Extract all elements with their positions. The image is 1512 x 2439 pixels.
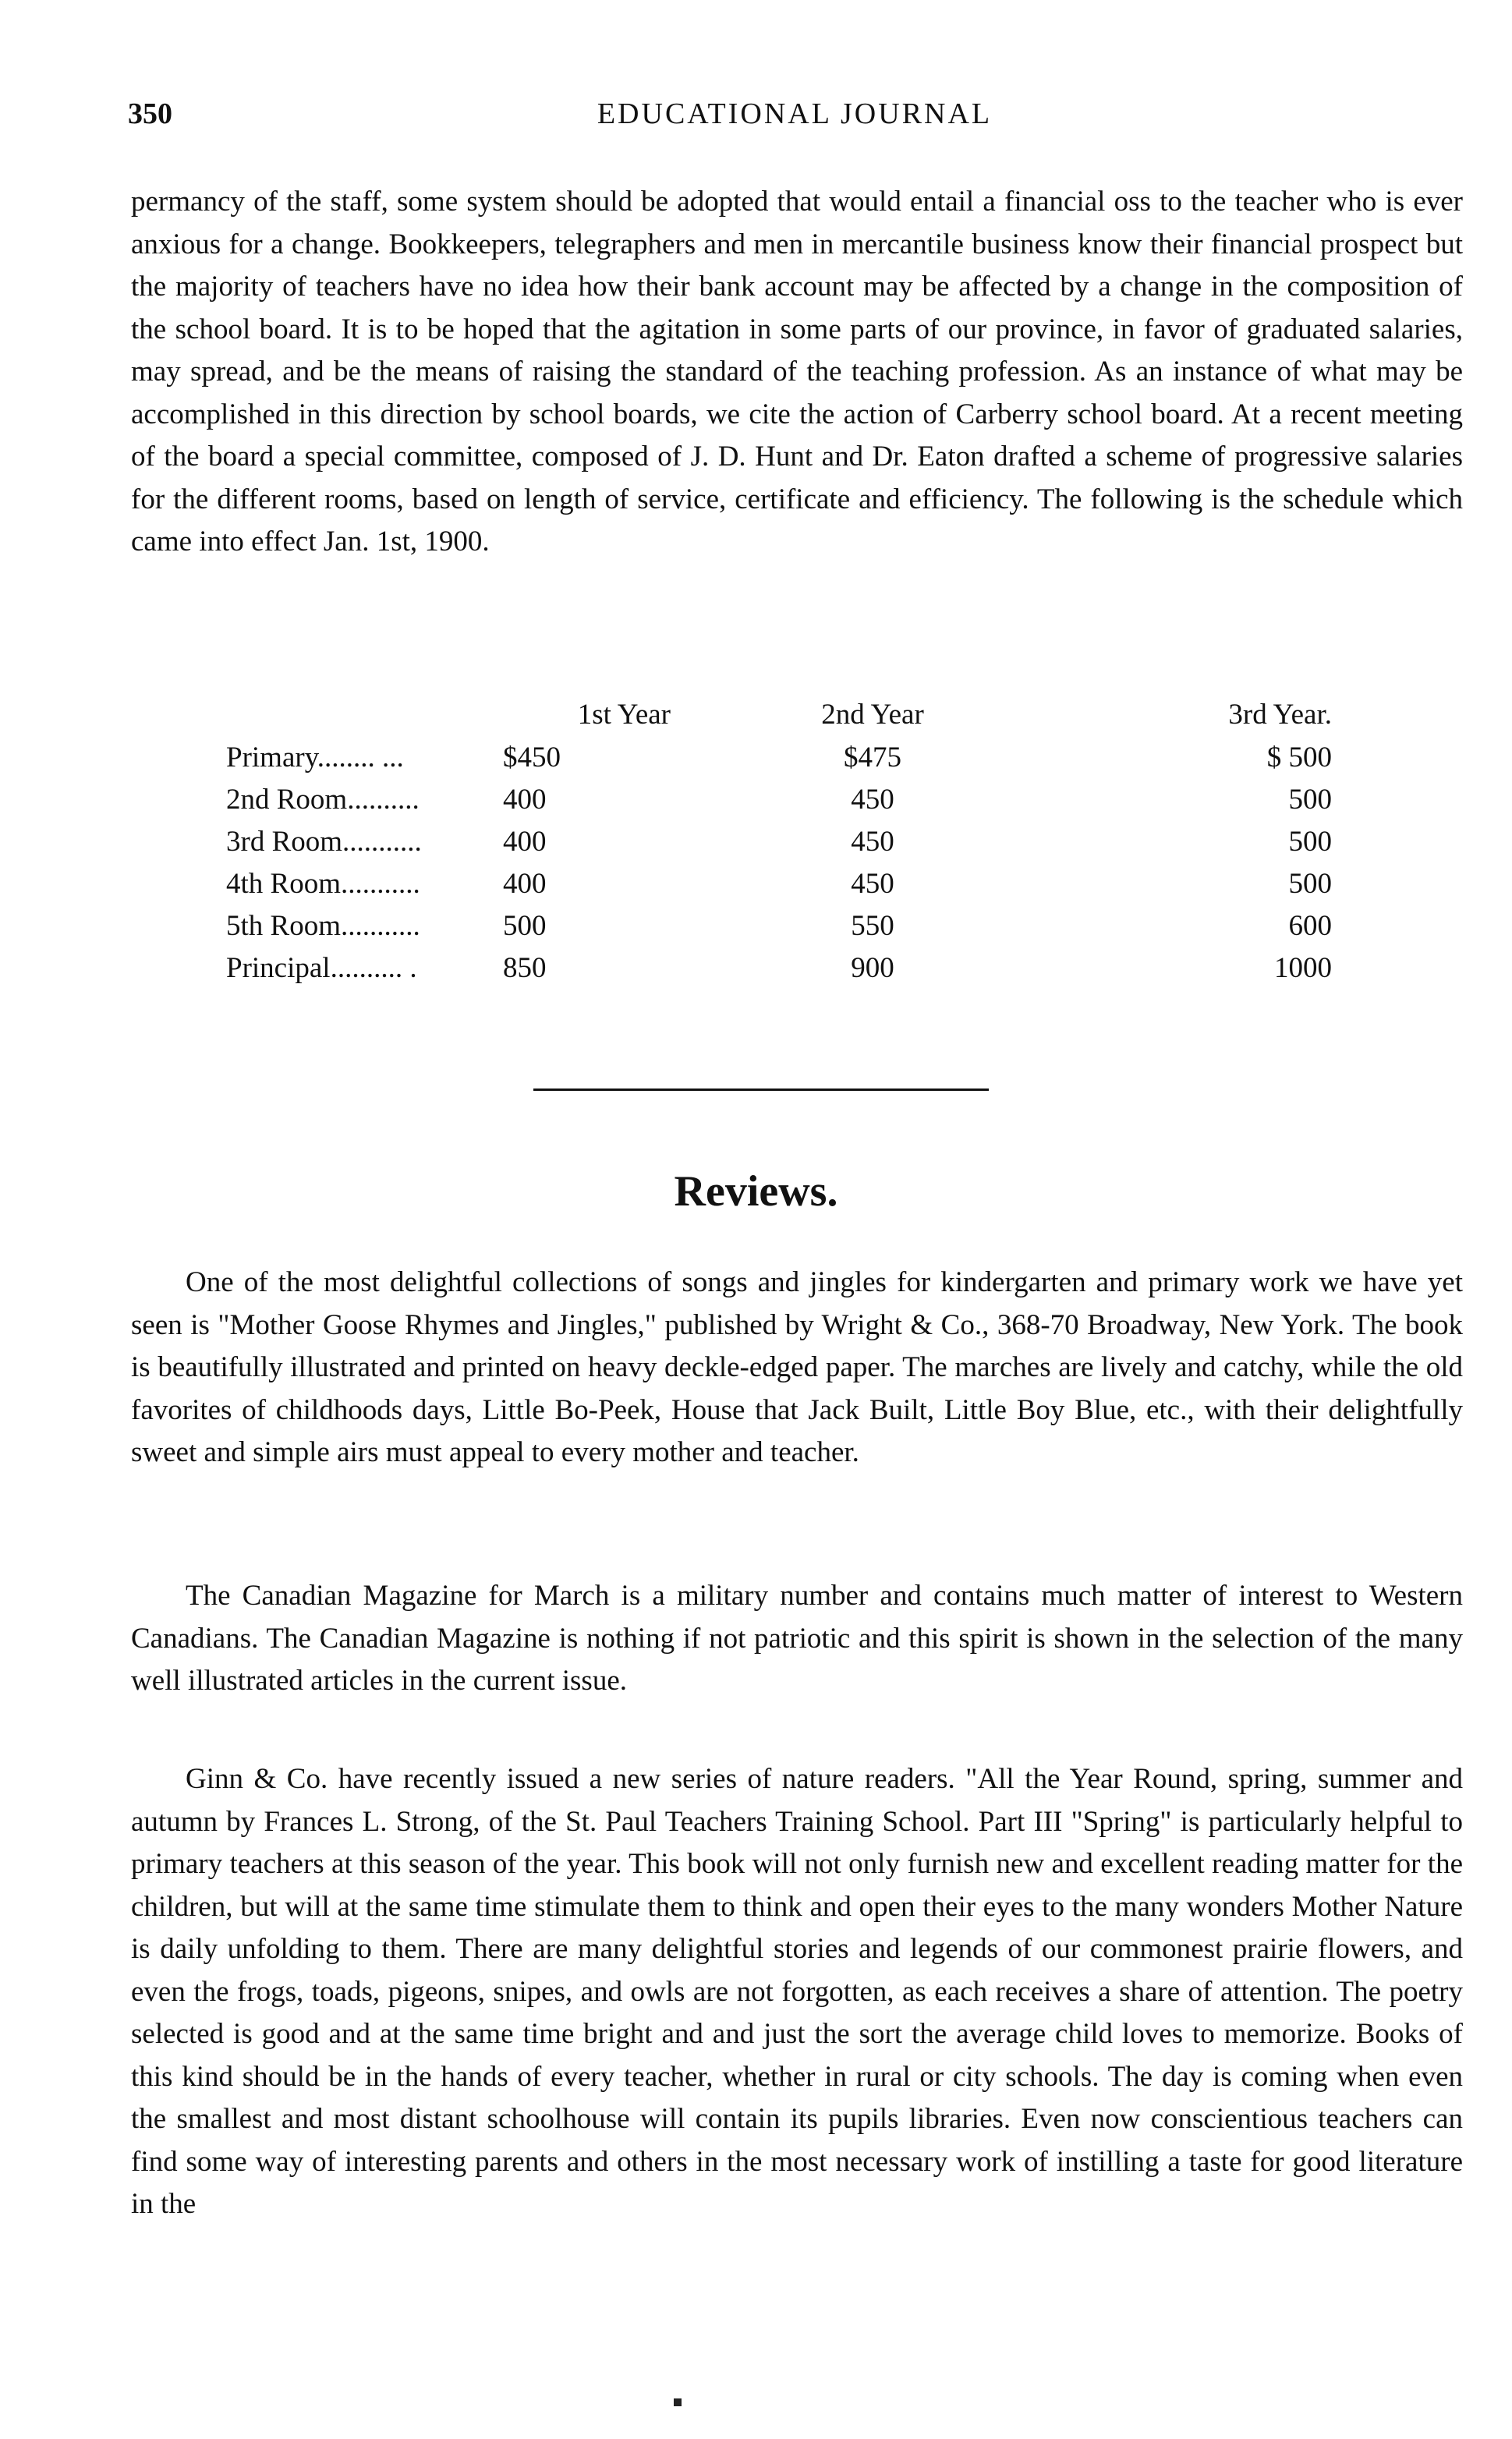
review-paragraph-canadian-magazine: The Canadian Magazine for March is a military number and contains much matter of interest to Western Canadians. The Canadian Magazine is nothing if not patriotic and this spirit is shown in the selection of the many well illustrated articles in the current issue. (131, 1580, 1463, 1697)
row-year-1: $450 (503, 741, 561, 773)
row-year-2: $475 (844, 741, 901, 773)
review-paragraph-nature-readers: Ginn & Co. have recently issued a new series of nature readers. "All the Year Round, spring, summer and autumn by Frances L. Strong, of the St. Paul Teachers Training School. Part III "Spring" is particularly helpful to primary teachers at this season of the year. This book will not only furnish new and excellent reading matter for the children, but will at the same time stimulate them to think and open their eyes to the many wonders Mother Nature is daily unfolding to them. There are many delightful stories and legends of our commonest prairie flowers, and even the frogs, toads, pigeons, snipes, and owls are not forgotten, as each receives a share of attention. The poetry selected is good and at the same time bright and and just the sort the average child loves to memorize. Books of this kind should be in the hands of every teacher, whether in rural or city schools. The day is coming when even the smallest and most distant schoolhouse will contain its pupils libraries. Even now conscientious teachers can find some way of interesting parents and others in the most necessary work of instilling a taste for good literature in the (131, 1763, 1463, 2220)
reviews-heading: Reviews. (674, 1167, 838, 1216)
row-role: 5th Room........... (226, 909, 420, 942)
section-divider (533, 1089, 989, 1091)
row-year-2: 450 (851, 783, 894, 816)
row-year-3: 500 (1288, 867, 1332, 900)
row-year-3: 1000 (1274, 951, 1332, 984)
table-header-year-3: 3rd Year. (1228, 698, 1332, 731)
row-year-2: 900 (851, 951, 894, 984)
table-row (226, 862, 1340, 904)
row-year-3: 500 (1288, 825, 1332, 858)
row-year-3: $ 500 (1266, 741, 1332, 773)
table-row (226, 820, 1340, 862)
row-year-1: 850 (503, 951, 547, 984)
table-row (226, 947, 1340, 989)
page-number: 350 (128, 97, 172, 130)
review-paragraph-mother-goose: One of the most delightful collections of songs and jingles for kindergarten and primary work we have yet seen is "Mother Goose Rhymes and Jingles," published by Wright & Co., 368-70 Broadway, New York. The book is beautifully illustrated and printed on heavy deckle-edged paper. The marches are lively and catchy, while the old favorites of childhoods days, Little Bo-Peek, House that Jack Built, Little Boy Blue, etc., with their delightfully sweet and simple airs must appeal to every mother and teacher. (131, 1266, 1463, 1468)
row-role: Principal.......... . (226, 951, 417, 984)
table-header-row (226, 692, 1340, 736)
row-year-3: 500 (1288, 783, 1332, 816)
row-year-1: 400 (503, 867, 547, 900)
page-header (128, 97, 1461, 136)
salary-schedule-table (226, 692, 1340, 989)
table-header-year-1: 1st Year (577, 698, 671, 731)
journal-title: EDUCATIONAL JOURNAL (597, 97, 993, 130)
table-header-year-2: 2nd Year (821, 698, 924, 731)
row-year-1: 400 (503, 783, 547, 816)
row-year-2: 450 (851, 825, 894, 858)
row-role: Primary........ ... (226, 741, 404, 773)
row-year-1: 500 (503, 909, 547, 942)
table-row (226, 778, 1340, 820)
table-header-blank (226, 692, 503, 736)
row-role: 4th Room........... (226, 867, 420, 900)
row-year-2: 450 (851, 867, 894, 900)
intro-paragraph: permancy of the staff, some system should be adopted that would entail a financial oss to the teacher who is ever anxious for a change. Bookkeepers, telegraphers and men in mercantile business know their financial prospect but the majority of teachers have no idea how their bank account may be affected by a change in the composition of the school board. It is to be hoped that the agitation in some parts of our province, in favor of graduated salaries, may spread, and be the means of raising the standard of the teaching profession. As an instance of what may be accomplished in this direction by school boards, we cite the action of Carberry school board. At a recent meeting of the board a special committee, composed of J. D. Hunt and Dr. Eaton drafted a scheme of progressive salaries for the different rooms, based on length of service, certificate and efficiency. The following is the schedule which came into effect Jan. 1st, 1900. (131, 186, 1463, 558)
row-role: 3rd Room........... (226, 825, 422, 858)
row-year-3: 600 (1288, 909, 1332, 942)
table-row (226, 904, 1340, 947)
row-year-1: 400 (503, 825, 547, 858)
page-mark (674, 2398, 682, 2406)
row-role: 2nd Room.......... (226, 783, 420, 816)
table-row (226, 736, 1340, 778)
row-year-2: 550 (851, 909, 894, 942)
